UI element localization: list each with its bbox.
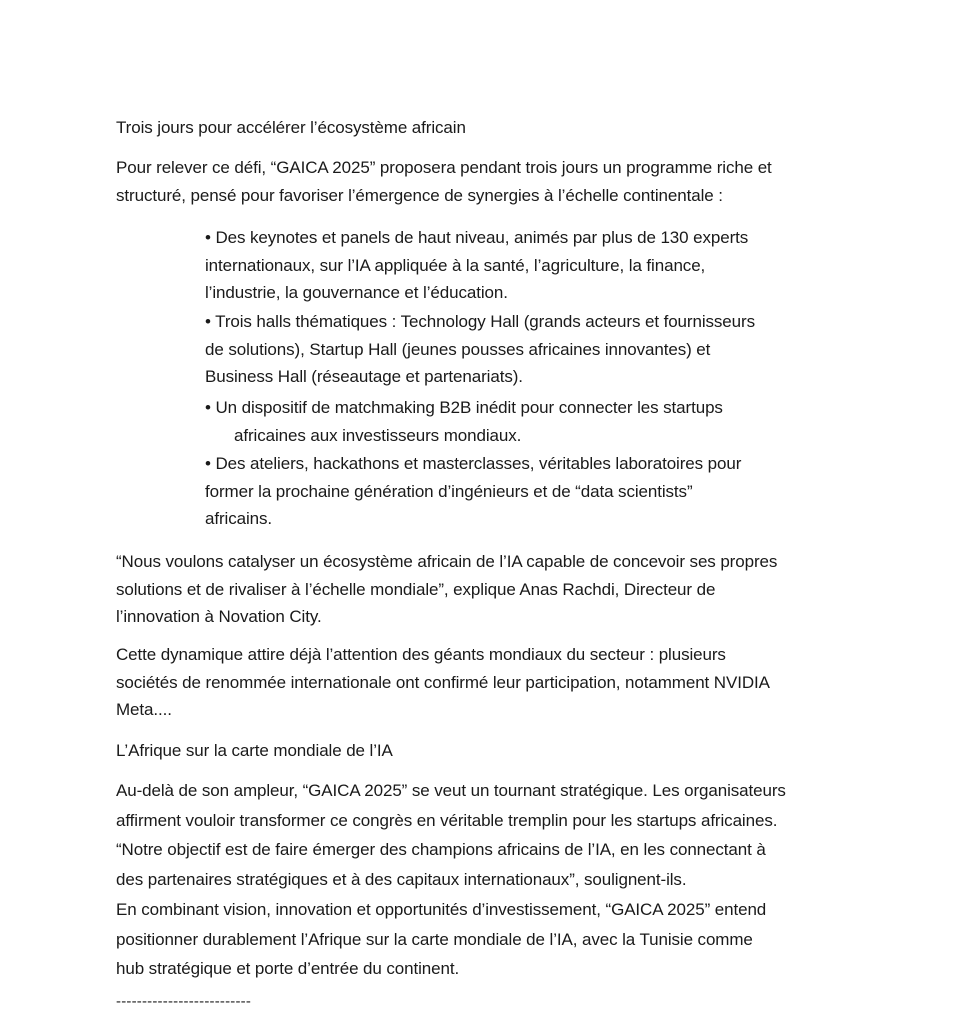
bullet-line: de solutions), Startup Hall (jeunes pousses africaines innovantes) et [205,339,711,359]
dynamics-paragraph [116,641,770,724]
bullet-item [205,308,755,391]
separator-line: -------------------------- [116,993,252,1010]
paragraph-line: affirment vouloir transformer ce congrès en véritable tremplin pour les startups africaines. [116,810,778,830]
paragraph-line: Pour relever ce défi, “GAICA 2025” proposera pendant trois jours un programme riche et [116,158,772,177]
paragraph-line: “Nous voulons catalyser un écosystème africain de l’IA capable de concevoir ses propres [116,552,778,571]
paragraph-line: l’innovation à Novation City. [116,607,322,626]
paragraph-line: “Notre objectif est de faire émerger des champions africains de l’IA, en les connectant à [116,840,766,860]
paragraph-line: Cette dynamique attire déjà l’attention des géants mondiaux du secteur : plusieurs [116,645,726,664]
bullet-line: • Un dispositif de matchmaking B2B inédit pour connecter les startups [205,398,723,417]
bullet-item [205,394,723,449]
quote-paragraph [116,548,777,631]
paragraph-line: hub stratégique et porte d’entrée du continent. [116,959,460,979]
bullet-line: • Des keynotes et panels de haut niveau, animés par plus de 130 experts [205,228,749,247]
paragraph-line: positionner durablement l’Afrique sur la carte mondiale de l’IA, avec la Tunisie comme [116,929,753,949]
paragraph-line: solutions et de rivaliser à l’échelle mondiale”, explique Anas Rachdi, Directeur de [116,579,716,599]
bullet-item [205,450,741,533]
paragraph-line: Meta.... [116,700,172,719]
paragraph-line: structuré, pensé pour favoriser l’émergence de synergies à l’échelle continentale : [116,185,723,205]
bullet-line: Business Hall (réseautage et partenariats). [205,367,523,386]
bullet-line: former la prochaine génération d’ingénieurs et de “data scientists” [205,481,693,501]
bullet-line: • Trois halls thématiques : Technology Hall (grands acteurs et fournisseurs [205,312,755,331]
intro-paragraph [116,154,772,209]
bullet-line: • Des ateliers, hackathons et masterclasses, véritables laboratoires pour [205,454,742,473]
paragraph-line: En combinant vision, innovation et opportunités d’investissement, “GAICA 2025” entend [116,899,767,919]
paragraph-line: des partenaires stratégiques et à des capitaux internationaux”, soulignent-ils. [116,870,687,890]
bullet-line: africaines aux investisseurs mondiaux. [234,425,522,445]
bullet-item [205,224,748,307]
section-heading [116,114,466,142]
bullet-line: africains. [205,509,273,528]
section-heading [116,737,393,765]
bullet-line: l’industrie, la gouvernance et l’éducation. [205,283,508,302]
heading-text: L’Afrique sur la carte mondiale de l’IA [116,741,393,760]
conclusion-paragraph [116,776,786,984]
paragraph-line: sociétés de renommée internationale ont confirmé leur participation, notamment NVIDIA [116,672,770,692]
paragraph-line: Au-delà de son ampleur, “GAICA 2025” se veut un tournant stratégique. Les organisateurs [116,781,786,800]
bullet-line: internationaux, sur l’IA appliquée à la santé, l’agriculture, la finance, [205,255,706,275]
heading-text: Trois jours pour accélérer l’écosystème africain [116,118,466,137]
